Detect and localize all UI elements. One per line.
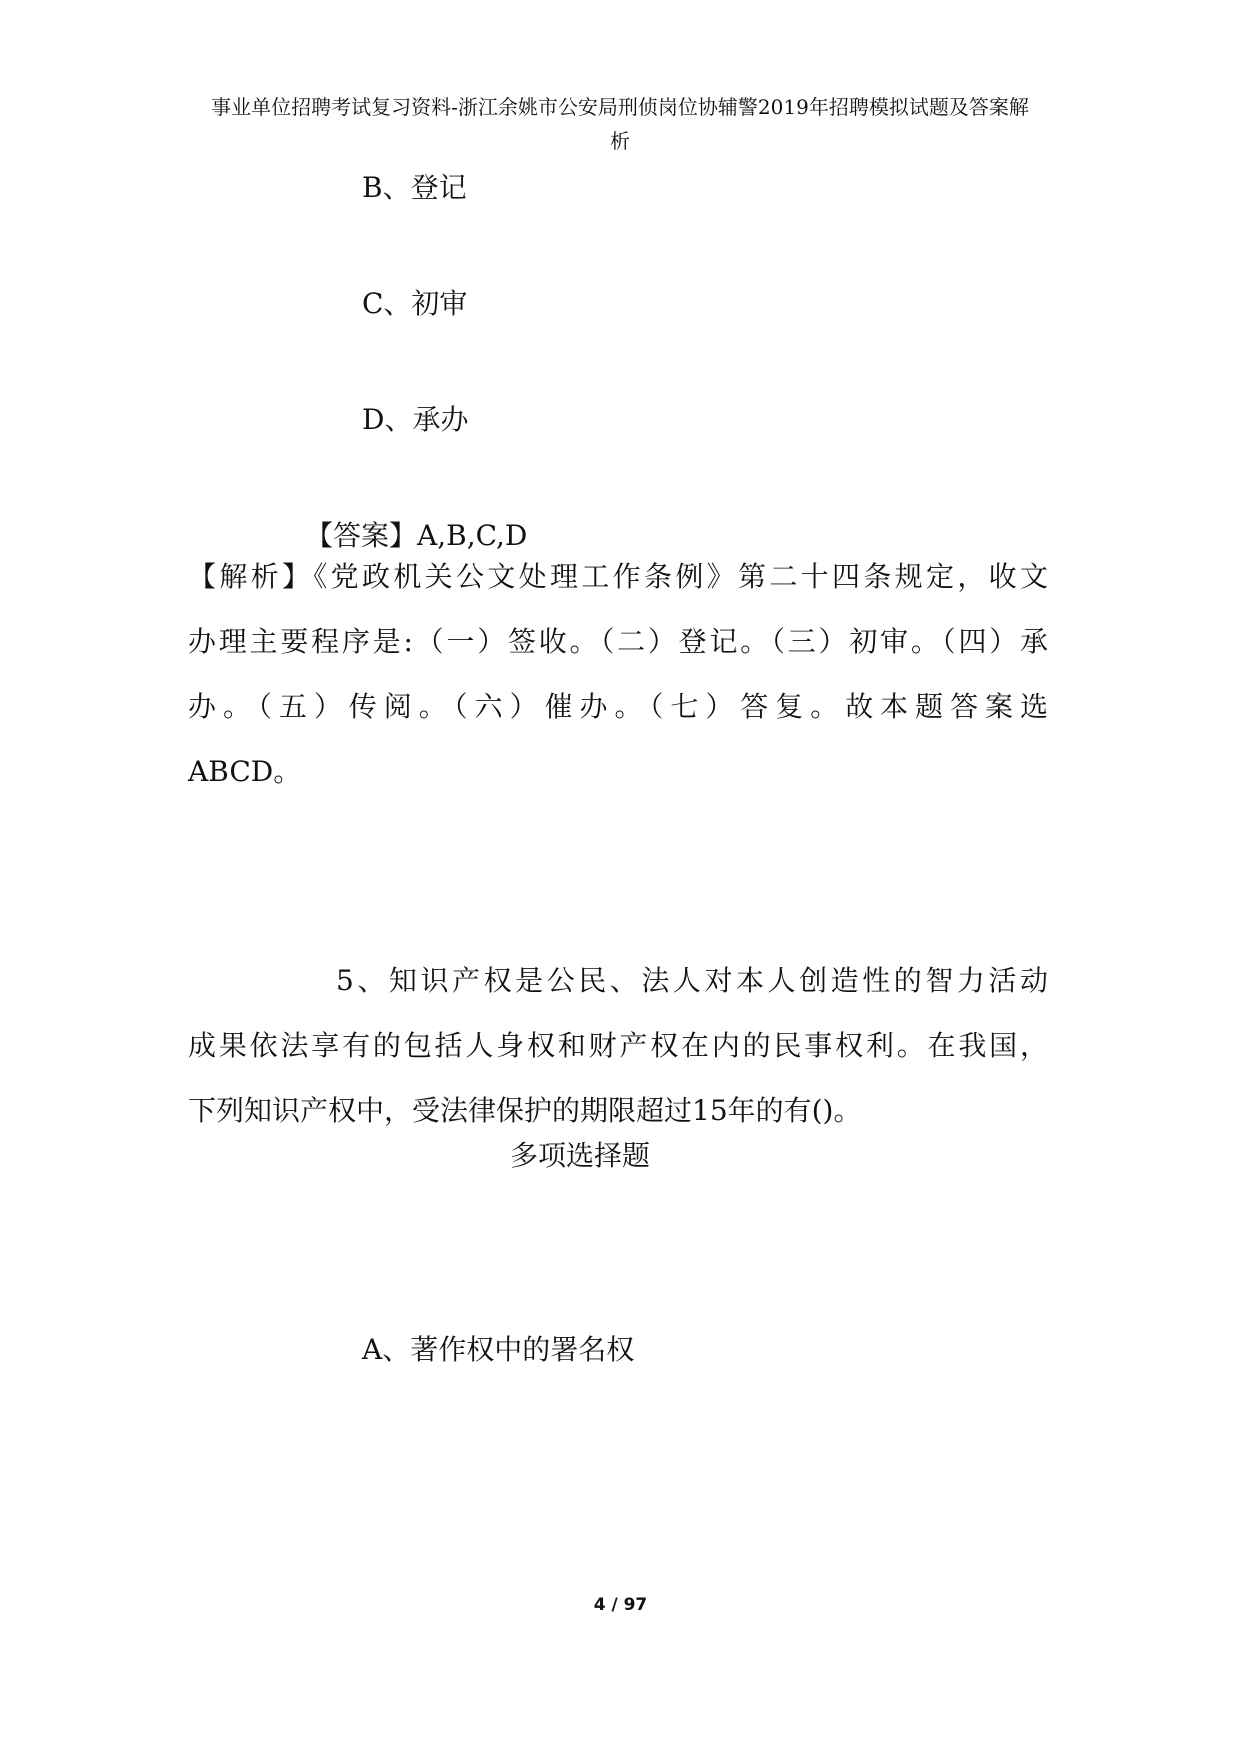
page-header bbox=[180, 90, 1060, 158]
analysis bbox=[188, 544, 1048, 804]
question-stem-line: 成果依法享有的包括人身权和财产权在内的民事权利。在我国， bbox=[188, 1029, 1048, 1062]
answer: 【答案】A,B,C,D bbox=[305, 519, 528, 552]
question-5-stem bbox=[188, 948, 1048, 1143]
option-d: D、承办 bbox=[362, 403, 469, 436]
question-stem-line: 下列知识产权中，受法律保护的期限超过15年的有()。 bbox=[188, 1094, 862, 1127]
page-number: 4 / 97 bbox=[593, 1595, 648, 1615]
header-title-line2: 析 bbox=[610, 129, 630, 153]
option-b: B、登记 bbox=[362, 171, 467, 204]
question-type: 多项选择题 bbox=[509, 1139, 650, 1172]
analysis-line: 办。（五）传阅。（六）催办。（七）答复。故本题答案选 bbox=[188, 690, 1048, 723]
analysis-line: 办理主要程序是:（一）签收。（二）登记。（三）初审。（四）承 bbox=[188, 625, 1048, 658]
analysis-line: ABCD。 bbox=[188, 755, 302, 788]
option-a: A、著作权中的署名权 bbox=[362, 1333, 635, 1366]
header-title-line1: 事业单位招聘考试复习资料-浙江余姚市公安局刑侦岗位协辅警2019年招聘模拟试题及答案解 bbox=[211, 95, 1029, 119]
question-stem-line: 5、知识产权是公民、法人对本人创造性的智力活动 bbox=[336, 964, 1048, 997]
analysis-line: 【解析】《党政机关公文处理工作条例》第二十四条规定，收文 bbox=[188, 560, 1048, 593]
option-c: C、初审 bbox=[362, 287, 468, 320]
